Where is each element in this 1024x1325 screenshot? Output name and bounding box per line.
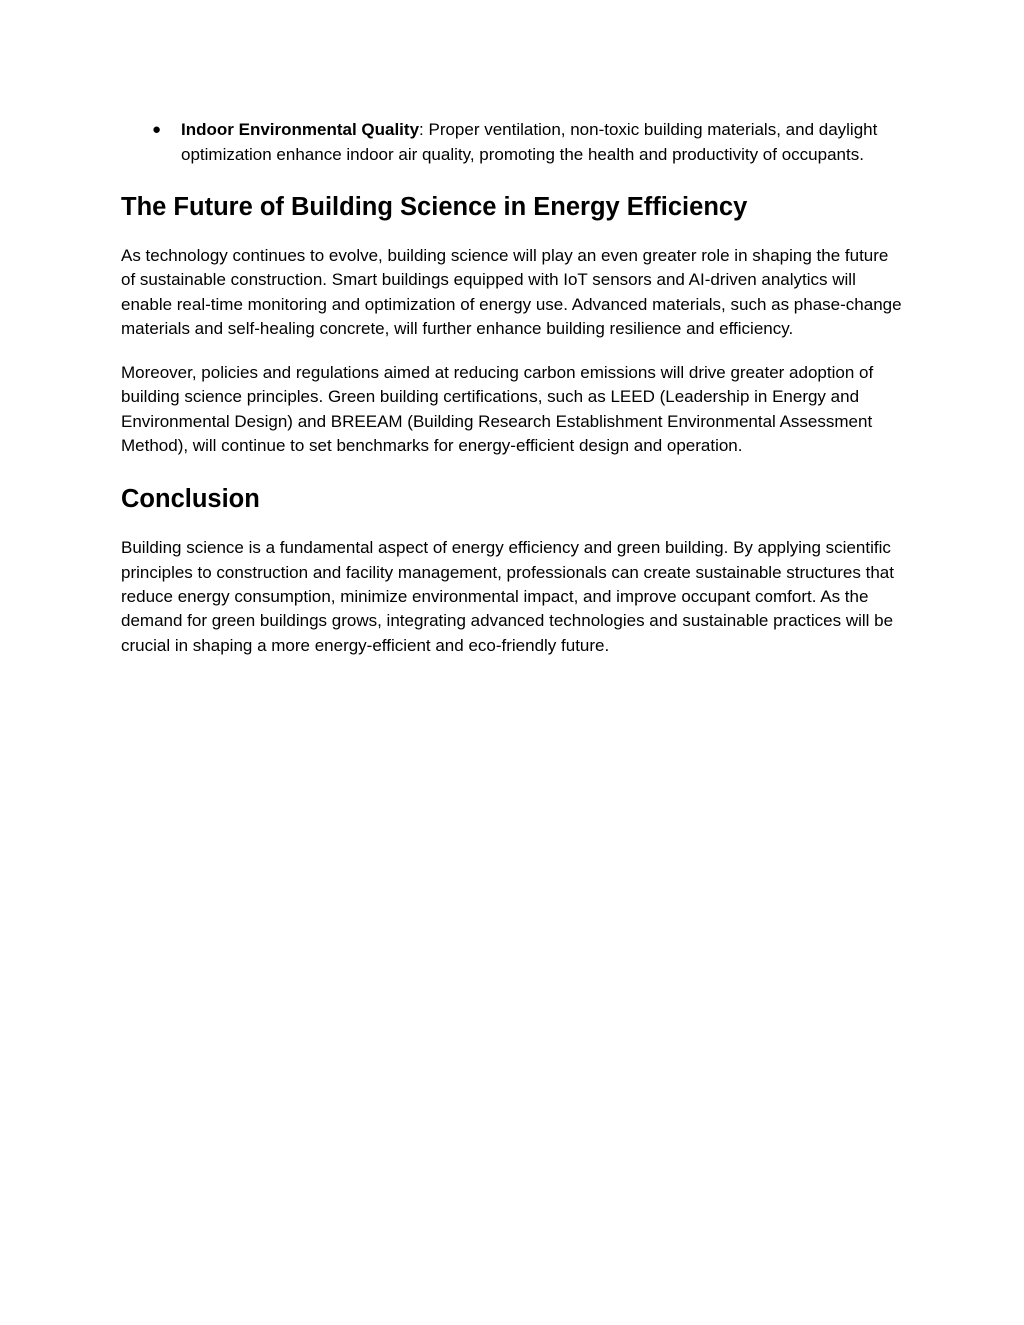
section-conclusion: [121, 483, 906, 657]
paragraph: Building science is a fundamental aspect of energy efficiency and green building. By applying scientific principles to construction and facility management, professionals can create sustainable structures that reduce energy consumption, minimize environmental impact, and improve occupant comfort. As the demand for green buildings grows, integrating advanced technologies and sustainable practices will be crucial in shaping a more energy-efficient and eco-friendly future.: [121, 538, 894, 655]
bullet-term: Indoor Environmental Quality: [181, 120, 420, 139]
document-page: [121, 118, 906, 658]
section-heading: Conclusion: [121, 485, 260, 514]
bullet-list: [121, 118, 906, 167]
paragraph: As technology continues to evolve, building science will play an even greater role in shaping the future of sustainable construction. Smart buildings equipped with IoT sensors and AI-driven analytics will enable real-time monitoring and optimization of energy use. Advanced materials, such as phase-change materials and self-healing concrete, will further enhance building resilience and efficiency.: [121, 246, 902, 338]
bullet-icon: ●: [152, 121, 162, 138]
bullet-text: : Proper ventilation, non-toxic building materials, and daylight optimization enhance indoor air quality, promoting the health and productivity of occupants.: [181, 120, 878, 164]
list-item: [121, 118, 906, 167]
section-heading: The Future of Building Science in Energy Efficiency: [121, 193, 748, 221]
section-future: [121, 191, 906, 458]
paragraph: Moreover, policies and regulations aimed at reducing carbon emissions will drive greater adoption of building science principles. Green building certifications, such as LEED (Leadership in Energy and Environmental Design) and BREEAM (Building Research Establishment Environmental Assessment Method), will continue to set benchmarks for energy-efficient design and operation.: [121, 363, 874, 456]
